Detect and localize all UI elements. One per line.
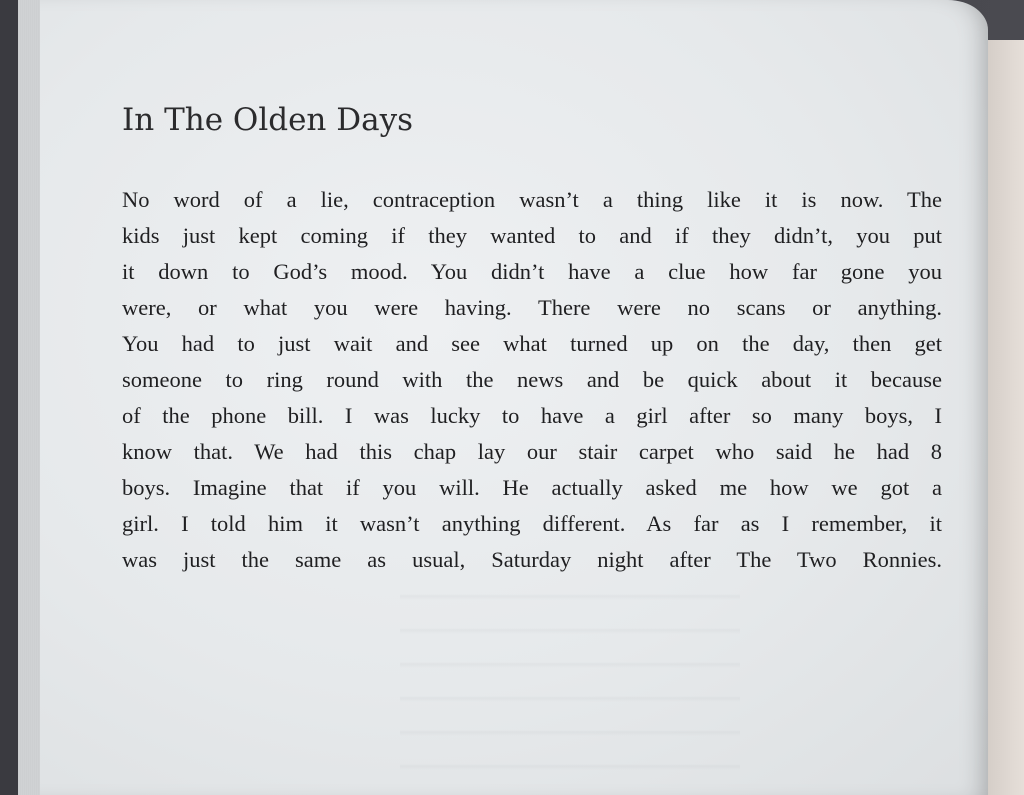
body-paragraph bbox=[122, 182, 942, 578]
book-page bbox=[40, 0, 988, 795]
show-through-text bbox=[400, 580, 740, 780]
text-line: was just the same as usual, Saturday night after The Two Ronnies. bbox=[122, 547, 942, 572]
text-line: girl. I told him it wasn’t anything different. As far as I remember, it bbox=[122, 511, 942, 536]
text-line: know that. We had this chap lay our stair carpet who said he had 8 bbox=[122, 439, 942, 464]
text-line: No word of a lie, contraception wasn’t a thing like it is now. The bbox=[122, 187, 942, 212]
text-line: kids just kept coming if they wanted to and if they didn’t, you put bbox=[122, 223, 942, 248]
text-line: someone to ring round with the news and be quick about it because bbox=[122, 367, 942, 392]
text-line: were, or what you were having. There were no scans or anything. bbox=[122, 295, 942, 320]
chapter-title: In The Olden Days bbox=[122, 102, 414, 138]
text-line: it down to God’s mood. You didn’t have a clue how far gone you bbox=[122, 259, 942, 284]
text-line: You had to just wait and see what turned up on the day, then get bbox=[122, 331, 942, 356]
text-line: boys. Imagine that if you will. He actually asked me how we got a bbox=[122, 475, 942, 500]
text-line: of the phone bill. I was lucky to have a girl after so many boys, I bbox=[122, 403, 942, 428]
